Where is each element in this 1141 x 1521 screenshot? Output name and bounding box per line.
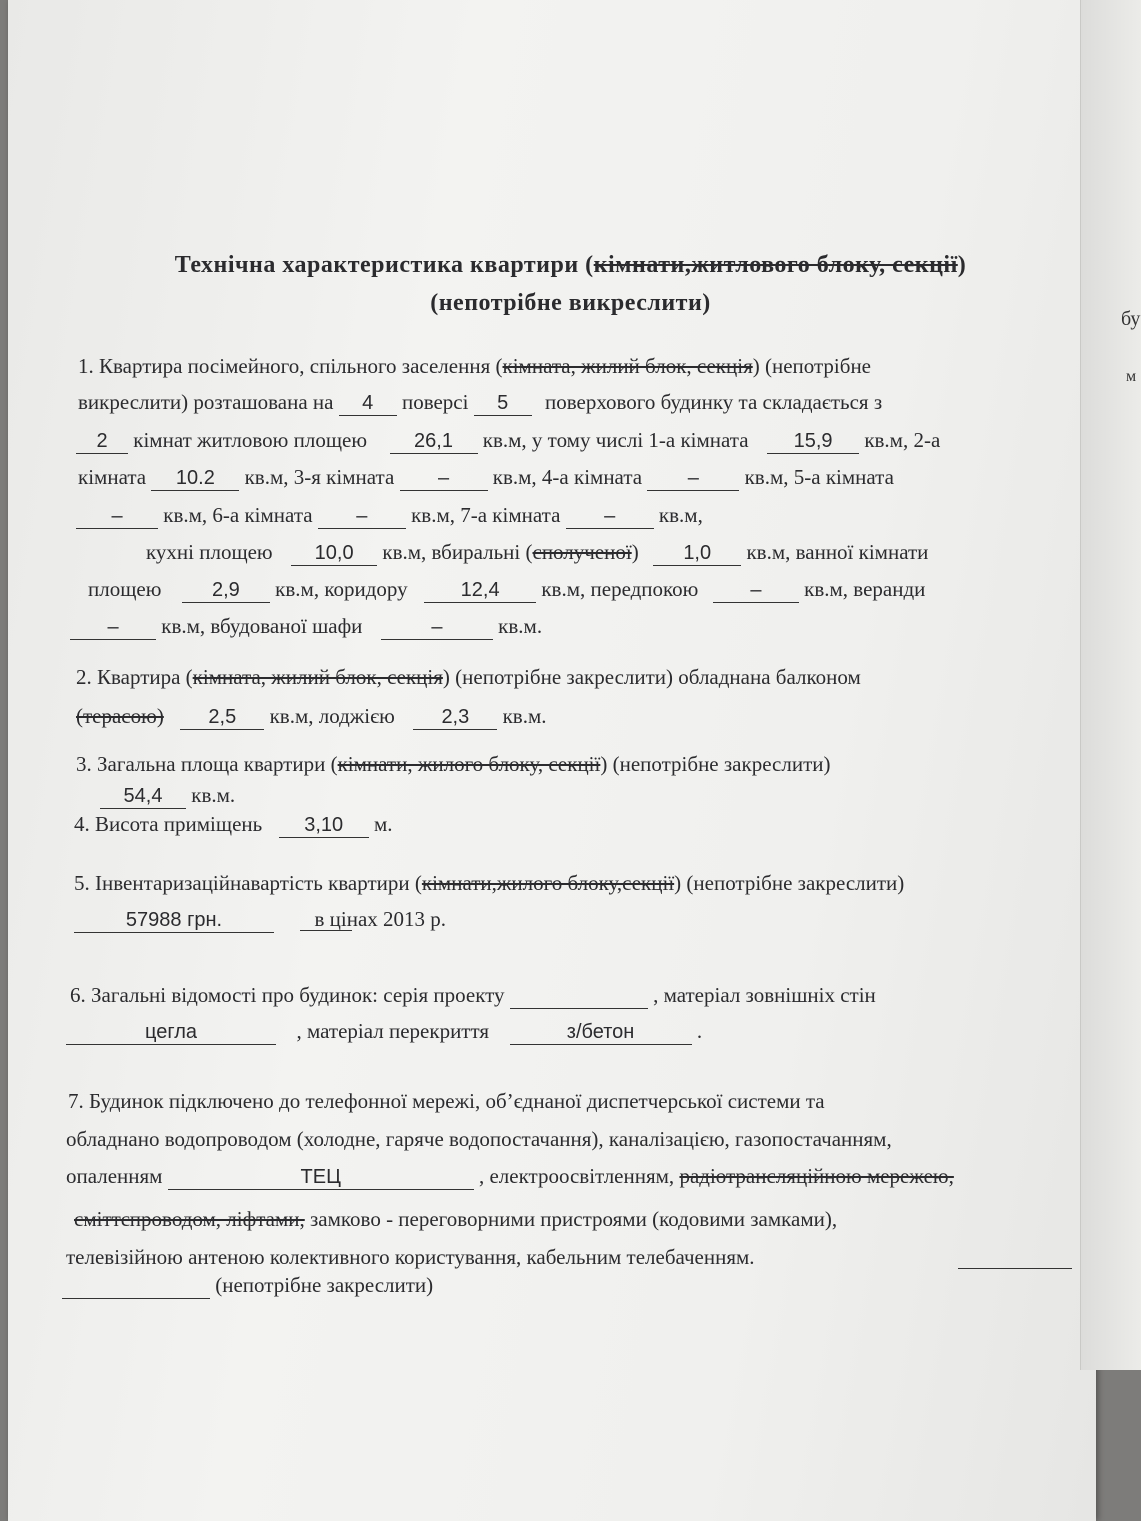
adjacent-page [1080, 0, 1141, 1370]
ceiling-height-field: 3,10 [279, 813, 369, 838]
room1-area-field: 15,9 [767, 429, 859, 454]
p1-line6: кухні площею 10,0 кв.м, вбиральні (сполученої) 1,0 кв.м, ванної кімнати [146, 540, 929, 564]
loggia-area-field: 2,3 [413, 705, 497, 730]
heating-source-field: ТЕЦ [168, 1165, 474, 1190]
rooms-field: 2 [76, 429, 128, 454]
p1-line1: 1. Квартира посімейного, спільного заселення (кімната, жилий блок, секція) (непотрібне [78, 354, 872, 378]
p3-line1: 3. Загальна площа квартири (кімнати, жилого блоку, секції) (непотрібне закреслити) [76, 752, 831, 776]
room3-area-field: – [400, 466, 488, 491]
ceiling-material-field: з/бетон [510, 1020, 692, 1045]
p4-line1: 4. Висота приміщень 3,10 м. [74, 812, 393, 836]
corridor-area-field: 12,4 [424, 578, 536, 603]
inventory-value-field: 57988 грн. [74, 908, 274, 933]
p7-line4: сміттєпроводом, ліфтами, замково - переговорними пристроями (кодовими замками), [74, 1207, 838, 1231]
p5-line1: 5. Інвентаризаційнавартість квартири (кімнати,жилого блоку,секції) (непотрібне закреслити) [74, 871, 905, 895]
p1-line7: площею 2,9 кв.м, коридору 12,4 кв.м, передпокою – кв.м, веранди [88, 577, 926, 601]
p7-line6: (непотрібне закреслити) [62, 1271, 433, 1299]
room4-area-field: – [647, 466, 739, 491]
p7-line3: опаленням ТЕЦ , електроосвітленням, радіотрансляційною мережею, [66, 1164, 954, 1188]
p6-line2: цегла , матеріал перекриття з/бетон . [66, 1017, 702, 1045]
p7-line2: обладнано водопроводом (холодне, гаряче водопостачання), каналізацією, газопостачанням, [66, 1127, 892, 1151]
floor-field: 4 [339, 391, 397, 416]
room7-area-field: – [566, 504, 654, 529]
room5-area-field: – [76, 504, 158, 529]
wall-material-field: цегла [66, 1020, 276, 1045]
project-series-field [510, 984, 648, 1009]
p2-line2: (терасою) 2,5 кв.м, лоджією 2,3 кв.м. [76, 704, 547, 728]
p7-line1: 7. Будинок підключено до телефонної мережі, об’єднаної диспетчерської системи та [68, 1089, 825, 1113]
p1-line5: – кв.м, 6-а кімната – кв.м, 7-а кімната – кв.м, [76, 501, 703, 529]
blank-field [62, 1274, 210, 1299]
p1-line2: викреслити) розташована на 4 поверсі 5 поверхового будинку та складається з [78, 390, 883, 414]
p7-line5: телевізійною антеною колективного користування, кабельним телебаченням. [66, 1245, 755, 1269]
p2-line1: 2. Квартира (кімната, жилий блок, секція) (непотрібне закреслити) обладнана балконом [76, 665, 861, 689]
balcony-area-field: 2,5 [180, 705, 264, 730]
total-area-field: 54,4 [100, 784, 186, 809]
p1-line3: 2 кімнат житловою площею 26,1 кв.м, у тому числі 1-а кімната 15,9 кв.м, 2-а [76, 426, 940, 454]
kitchen-area-field: 10,0 [291, 541, 377, 566]
wc-area-field: 1,0 [653, 541, 741, 566]
document-subtitle: (непотрібне викреслити) [430, 290, 711, 316]
p1-line8: – кв.м, вбудованої шафи – кв.м. [70, 612, 542, 640]
veranda-area-field: – [70, 615, 156, 640]
room2-area-field: 10.2 [151, 466, 239, 491]
living-area-field: 26,1 [390, 429, 478, 454]
adjacent-page-text: бу [1121, 308, 1141, 330]
p3-line2: 54,4 кв.м. [100, 781, 235, 809]
p1-line4: кімната 10.2 кв.м, 3-я кімната – кв.м, 4-а кімната – кв.м, 5-а кімната [78, 465, 894, 489]
closet-area-field: – [381, 615, 493, 640]
p6-line1: 6. Загальні відомості про будинок: серія проекту , матеріал зовнішніх стін [70, 983, 876, 1007]
document-title: Технічна характеристика квартири (кімнати,житлового блоку, секції) [174, 252, 967, 278]
room6-area-field: – [318, 504, 406, 529]
adjacent-page-text: м [1126, 368, 1137, 385]
blank-line [958, 1268, 1072, 1269]
floors-total-field: 5 [474, 391, 532, 416]
bath-area-field: 2,9 [182, 578, 270, 603]
value-underline [300, 930, 352, 931]
hall-area-field: – [713, 578, 799, 603]
p5-line2: 57988 грн. в цінах 2013 р. [74, 905, 446, 933]
